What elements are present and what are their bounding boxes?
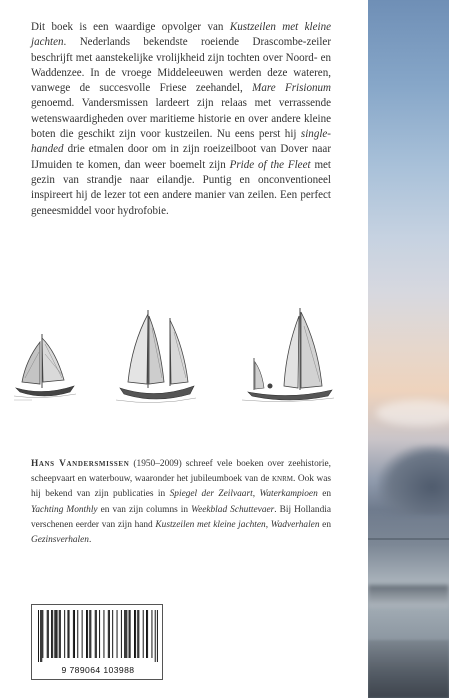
barcode-bar [109, 610, 110, 658]
blurb-text: drie etmalen door om in zijn roeizeilboot van Dover naar IJmuiden te komen, dan weer boemelt zijn [31, 143, 331, 171]
blurb-text: genoemd. Vandersmissen lardeert zijn relaas met verrassende wetenswaardigheden over maritieme historie en over andere kleine boten die geschikt zijn voor kustzeilen. Nu eens perst hij [31, 97, 331, 141]
blurb-italic-text: Pride of the Fleet [229, 158, 311, 171]
barcode-bar [151, 610, 152, 658]
barcode-bar [60, 610, 61, 658]
barcode-bar [54, 610, 55, 658]
barcode-bar [155, 610, 156, 662]
blurb-italic-text: Kustzeilen met kleine jachten [31, 21, 332, 49]
bio-text: en [319, 519, 331, 530]
barcode-bar [47, 610, 48, 658]
author-name: Hans Vandersmissen [31, 459, 130, 469]
barcode-bar [38, 610, 39, 662]
barcode-bar [125, 610, 126, 658]
barcode-bar [87, 610, 88, 658]
barcode-bar [90, 610, 91, 658]
barcode-bar [40, 610, 41, 662]
bio-text: . Bij Hollandia verschenen eerder van zijn hand [31, 504, 331, 530]
barcode-bar [69, 610, 70, 658]
barcode-bar [134, 610, 135, 658]
barcode-bar [41, 610, 42, 662]
barcode-bar [138, 610, 139, 658]
storm-cloud [378, 445, 449, 515]
barcode-bar [137, 610, 138, 658]
barcode-bar [59, 610, 60, 658]
bio-italic-text: Waterkampioen [259, 489, 318, 500]
horizon-line [368, 538, 449, 540]
barcode-bar [57, 610, 58, 658]
two-masted-sailing-boat-sketch [112, 308, 198, 406]
barcode-bar [124, 610, 125, 658]
bio-text: . [88, 535, 92, 546]
blurb-italic-text: single-handed [31, 128, 331, 156]
author-bio-paragraph [31, 457, 331, 548]
bio-italic-text: Gezinsverhalen [31, 535, 89, 546]
barcode-bar [121, 610, 122, 658]
barcode-bar [129, 610, 130, 658]
barcode-bar [55, 610, 56, 658]
barcode-bar [96, 610, 97, 658]
barcode-bar [117, 610, 118, 658]
barcode-bar [143, 610, 144, 658]
barcode-bar [51, 610, 52, 658]
blurb-text: met gezin van strandje naar eilandje. Puntig en onconventioneel inspireert hij de lezer tot een andere manier van zeilen. Een perfect geneesmiddel voor hydrofobie. [31, 158, 332, 217]
barcode-bar [146, 610, 147, 658]
barcode-bar [73, 610, 74, 658]
bio-italic-text: Weekblad Schuttevaer [191, 504, 275, 515]
barcode-bar [112, 610, 113, 658]
barcode-bar [52, 610, 53, 658]
bio-text: knrm [271, 474, 293, 485]
barcode-bar [108, 610, 109, 658]
isbn-number: 9 789064 103988 [61, 665, 135, 675]
sailing-boat-with-rower-sketch [240, 306, 336, 402]
bio-text: en van zijn columns in [97, 504, 192, 515]
barcode-bar [74, 610, 75, 658]
bio-italic-text: Kustzeilen met kleine jachten [155, 519, 266, 530]
blurb-italic-text: Mare Frisionum [252, 82, 332, 95]
barcode-bar [130, 610, 131, 658]
barcode-bar [147, 610, 148, 658]
sea-photo-strip [368, 0, 449, 698]
barcode-bar [67, 610, 68, 658]
bio-italic-text: Yachting Monthly [31, 504, 98, 515]
isbn-barcode [31, 604, 163, 680]
barcode-bar [86, 610, 87, 658]
barcode-bars [38, 610, 158, 662]
bio-text: , [265, 519, 271, 530]
bio-italic-text: Wadverhalen [270, 519, 320, 530]
bio-text: , [252, 489, 260, 500]
barcode-bar [103, 610, 104, 658]
bio-text: en [317, 489, 332, 500]
barcode-bar [82, 610, 83, 658]
barcode-bar [77, 610, 78, 658]
barcode-bar [126, 610, 127, 658]
barcode-bar [99, 610, 100, 658]
barcode-bar [95, 610, 96, 658]
blurb-text: . Nederlands bekendste roeiende Drascombe-zeiler beschrijft met aanstekelijke vrolijkheid zijn tochten over Noord- en Waddenzee. In de vroege Middeleeuwen werden deze wateren, vanwege de succesvolle Friese zeehandel, [31, 36, 331, 95]
shore-foreground [368, 640, 449, 698]
barcode-bar [48, 610, 49, 658]
barcode-bar [42, 610, 43, 658]
cloud [376, 400, 449, 426]
blurb-text: Dit boek is een waardige opvolger van [31, 21, 230, 33]
barcode-bar [89, 610, 90, 658]
bio-text: . Ook was hij bekend van zijn publicaties in [31, 474, 331, 500]
mudflat [368, 585, 449, 607]
bio-text: (1950–2009) schreef vele boeken over zeehistorie, scheepvaart en waterbouw, waaronder het jubileumboek van de [31, 459, 331, 485]
bio-italic-text: Spiegel der Zeilvaart [169, 489, 253, 500]
barcode-bar [135, 610, 136, 658]
barcode-bar [157, 610, 158, 662]
blurb-paragraph [31, 20, 331, 219]
sailing-boat-sketch [12, 330, 78, 406]
barcode-bar [64, 610, 65, 658]
